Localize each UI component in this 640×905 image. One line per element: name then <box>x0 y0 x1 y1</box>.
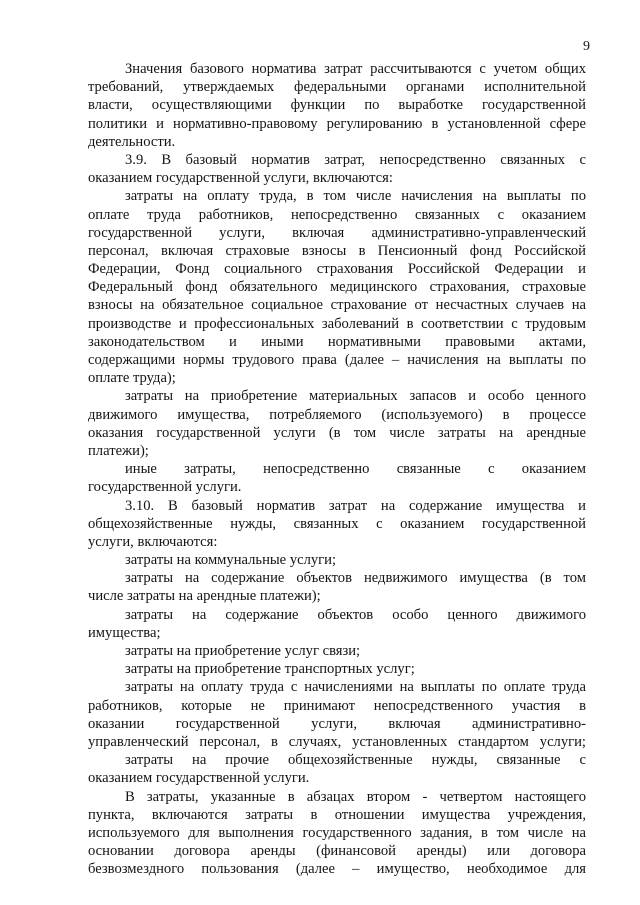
text-line: иные затраты, непосредственно связанные с оказанием <box>125 461 586 478</box>
text-line: управленческий персонал, в случаях, установленных стандартом услуги; <box>88 733 586 750</box>
text-line: требований, утверждаемых федеральными органами исполнительной <box>88 79 586 96</box>
text-line: основании договора аренды (финансовой аренды) или договора <box>88 843 586 860</box>
text-line: деятельности. <box>88 133 176 150</box>
text-line: движимого имущества, потребляемого (используемого) в процессе <box>88 406 586 423</box>
text-line: государственной услуги, включая административно-управленческий <box>88 224 586 241</box>
text-line: 3.9. В базовый норматив затрат, непосредственно связанных с <box>125 151 586 168</box>
text-line: власти, осуществляющими функции по выработке государственной <box>88 97 586 114</box>
text-line: затраты на содержание объектов недвижимого имущества (в том <box>125 570 586 587</box>
text-line: Значения базового норматива затрат рассчитываются с учетом общих <box>125 61 586 77</box>
text-line: взносы на обязательное социальное страхование от несчастных случаев на <box>88 297 586 314</box>
text-line: работников, которые не принимают непосредственного участия в <box>88 697 586 714</box>
text-line: затраты на приобретение транспортных услуг; <box>125 661 415 678</box>
text-line: оплате труда); <box>88 370 176 387</box>
text-line: оплате труда работников, непосредственно связанных с оказанием <box>88 206 586 223</box>
text-line: Федеральный фонд обязательного медицинского страхования, страховые <box>88 279 586 296</box>
text-line: платежи); <box>88 442 149 459</box>
text-line: безвозмездного пользования (далее – имущество, необходимое для <box>88 861 586 878</box>
text-line: оказанием государственной услуги, включаются: <box>88 170 393 187</box>
text-line: законодательством и иными нормативными правовыми актами, <box>88 333 586 350</box>
page-number: 9 <box>583 39 590 54</box>
text-line: затраты на оплату труда, в том числе начисления на выплаты по <box>125 188 586 205</box>
text-line: оказанием государственной услуги. <box>88 770 310 787</box>
text-line: В затраты, указанные в абзацах втором - четвертом настоящего <box>125 788 586 805</box>
text-line: содержащими нормы трудового права (далее – начисления на выплаты по <box>88 352 586 368</box>
text-line: затраты на прочие общехозяйственные нужды, связанные с <box>125 752 586 769</box>
text-line: производстве и профессиональных заболеваний в соответствии с трудовым <box>88 315 586 332</box>
text-line: персонал, включая страховые взносы в Пенсионный фонд Российской <box>88 242 586 259</box>
text-line: услуги, включаются: <box>88 533 218 550</box>
text-line: затраты на коммунальные услуги; <box>125 552 337 569</box>
text-line: используемого для выполнения государственного задания, в том числе на <box>88 824 586 841</box>
text-line: затраты на приобретение материальных запасов и особо ценного <box>125 388 586 405</box>
text-line: пункта, включаются затраты в отношении имущества учреждения, <box>88 806 586 823</box>
text-line: затраты на приобретение услуг связи; <box>125 643 361 659</box>
text-line: затраты на оплату труда с начислениями на выплаты по оплате труда <box>125 679 586 696</box>
body-text <box>88 60 586 878</box>
text-line: числе затраты на арендные платежи); <box>88 588 321 605</box>
text-line: затраты на содержание объектов особо ценного движимого <box>125 606 586 623</box>
text-line: оказания государственной услуги (в том числе затраты на арендные <box>88 424 586 441</box>
text-line: 3.10. В базовый норматив затрат на содержание имущества и <box>125 497 586 514</box>
text-line: общехозяйственные нужды, связанных с оказанием государственной <box>88 515 586 532</box>
text-line: имущества; <box>88 624 161 641</box>
text-line: оказании государственной услуги, включая административно- <box>88 715 586 732</box>
text-line: политики и нормативно-правовому регулированию в установленной сфере <box>88 115 586 132</box>
text-line: Федерации, Фонд социального страхования Российской Федерации и <box>88 261 586 278</box>
text-line: государственной услуги. <box>88 479 242 496</box>
